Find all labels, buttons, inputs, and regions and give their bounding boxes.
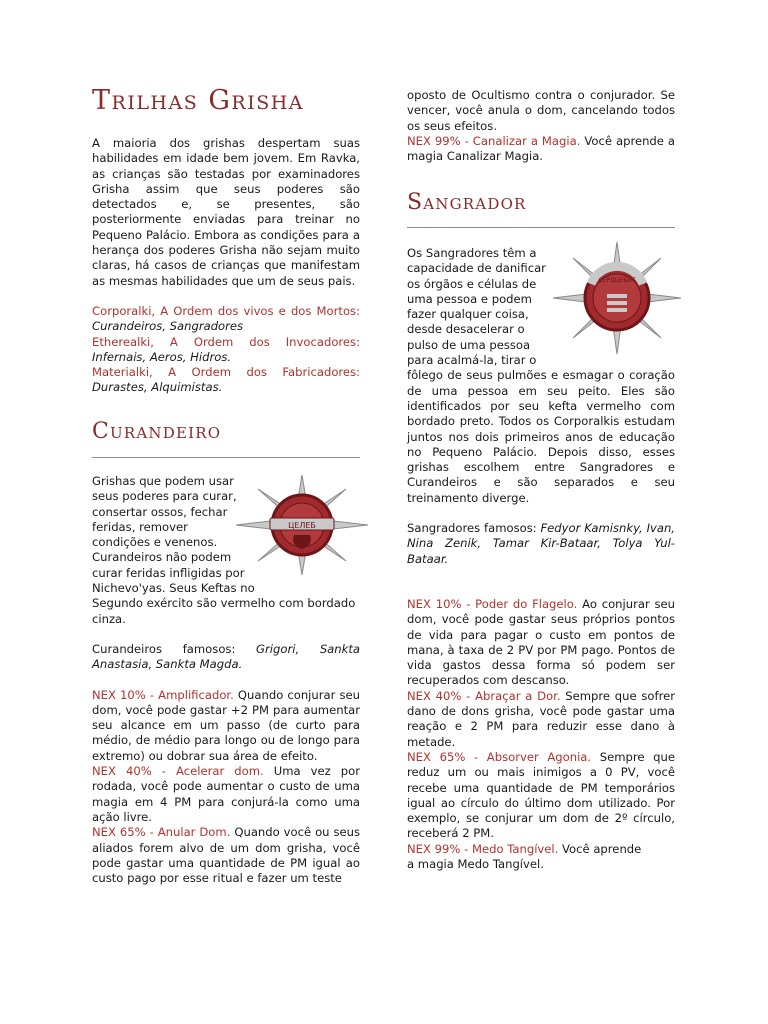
famous-names: Grigori, Sankta Anastasia, Sankta Magda. <box>92 641 361 672</box>
order-name: Etherealki, A Ordem dos Invocadores: <box>92 334 360 349</box>
description-line: consertar ossos, fechar <box>92 504 228 519</box>
ability-item <box>407 689 675 750</box>
description-line: Nichevo'yas. Seus Keftas no <box>92 581 255 596</box>
sangrador-title: Sangrador <box>407 190 527 215</box>
description-line: fazer qualquer coisa, <box>407 307 529 322</box>
page-title: Trilhas Grisha <box>92 85 305 116</box>
description-line: Os Sangradores têm a <box>407 246 537 260</box>
ability-text: Quando conjurar seu dom, você pode gastar +2 PM para aumentar seu alcance em um passo (de curto para médio, de médio para longo ou de longo para extremo) ou dobrar sua área de efeito. <box>92 687 361 763</box>
ability-item <box>407 750 675 842</box>
order-members: Durastes, Alquimistas. <box>92 380 223 395</box>
description-line: condições e venenos. <box>92 535 218 550</box>
sangrador-divider <box>407 227 675 228</box>
ability-label: NEX 10% - Amplificador. <box>92 687 234 702</box>
ability-text-continued: a magia Medo Tangível. <box>407 856 544 871</box>
ability-text: Sempre que reduz um ou mais inimigos a 0 PV, você recebe uma quantidade de PM temporários igual ao círculo do último dom utilizado. Por exemplo, se conjurar um dom de 2º círculo, receberá 2 PM. <box>407 749 676 841</box>
description-line: uma pessoa e podem <box>407 291 532 306</box>
famous-names: Fedyor Kamisnky, Ivan, Nina Zenik, Tamar Kir-Bataar, Tolya Yul-Bataar. <box>407 521 675 566</box>
ability-item <box>407 134 675 165</box>
famous-label: Sangradores famosos: <box>407 521 537 536</box>
ability-item <box>407 597 675 689</box>
order-name: Corporalki, A Ordem dos vivos e dos Mortos: <box>92 303 360 318</box>
ability-text: Você aprende <box>562 841 642 856</box>
description-line: desde desacelerar o <box>407 322 525 337</box>
order-item <box>92 304 360 335</box>
ability-text: Uma vez por rodada, você pode aumentar o custo de uma magia em 4 PM para conjurá-la como uma ação livre. <box>92 764 361 824</box>
description-line: curar feridas infligidas por <box>92 565 245 580</box>
ability-item <box>407 842 675 857</box>
order-item <box>92 335 360 366</box>
description-line: pulso de uma pessoa <box>407 337 531 352</box>
left-column <box>92 136 360 396</box>
order-members: Infernais, Aeros, Hidros. <box>92 349 232 364</box>
ability-text: Ao conjurar seu dom, você pode gastar seus próprios pontos de vida para pagar o custo em pontos de mana, à taxa de 2 PV por PM pago. Pontos de vida gastos dessa forma só podem ser recuperados com descanso. <box>407 596 676 688</box>
curandeiro-divider <box>92 457 360 458</box>
famous-label: Curandeiros famosos: <box>92 641 236 656</box>
order-name: Materialki, A Ordem dos Fabricadores: <box>92 365 360 380</box>
ability-label: NEX 65% - Anular Dom. <box>92 825 231 840</box>
description-line: capacidade de danificar <box>407 261 546 276</box>
ability-text: Quando você ou seus aliados forem alvo de um dom grisha, você pode gastar uma quantidade de PM igual ao custo pago por esse ritual e fazer um teste <box>92 825 361 886</box>
orders-list <box>92 304 360 396</box>
ability-item <box>92 825 360 886</box>
description-line: Curandeiros não podem <box>92 550 232 565</box>
ability-label: NEX 40% - Abraçar a Dor. <box>407 688 561 703</box>
sangrador-emblem-icon <box>552 240 682 358</box>
description-line: feridas, remover <box>92 519 188 534</box>
description-line: para acalmá-la, tirar o <box>407 353 537 368</box>
curandeiro-famous <box>92 642 360 673</box>
emblem-text: ЦЕЛЕБ <box>288 521 316 530</box>
order-members: Curandeiros, Sangradores <box>92 319 244 334</box>
sangrador-description-rest: fôlego de seus pulmões e esmagar o coração de uma pessoa em seu peito. Eles são identificados por seu kefta vermelho com bordado preto. Todos os Corporalkis estudam juntos nos dois primeiros anos de educação no Pequeno Palácio. Depois disso, esses grishas escolhem entre Sangradores e Curandeiros e são separados e seu treinamento diverge. <box>407 368 675 505</box>
ability-label: NEX 40% - Acelerar dom. <box>92 764 264 779</box>
description-line: Grishas que podem usar <box>92 474 234 488</box>
intro-paragraph: A maioria dos grishas despertam suas habilidades em idade bem jovem. Em Ravka, as crianças são testadas por examinadores Grisha assim que seus poderes são detectados e, se presentes, são posteriormente enviadas para treinar no Pequeno Palácio. Embora as condições para a herança dos poderes Grisha não sejam muito claras, há casos de crianças que manifestam as mesmas habilidades que um de seus pais. <box>92 136 360 288</box>
ability-label: NEX 65% - Absorver Agonia. <box>407 749 592 764</box>
right-column-continuation <box>407 88 675 164</box>
description-line: seus poderes para curar, <box>92 489 237 504</box>
description-line: os órgãos e células de <box>407 276 537 291</box>
emblem-text: СЕРДЦЕБИТ <box>598 277 636 284</box>
ability-item <box>92 764 360 825</box>
curandeiro-description-rest: Segundo exército são vermelho com bordado cinza. <box>92 596 356 626</box>
curandeiro-emblem-icon <box>236 470 368 580</box>
ability-text: Você aprende a magia Canalizar Magia. <box>407 133 676 164</box>
ability-item <box>92 688 360 764</box>
order-item <box>92 365 360 396</box>
sangrador-famous <box>407 521 675 567</box>
ability-label: NEX 99% - Medo Tangível. <box>407 841 559 856</box>
curandeiro-title: Curandeiro <box>92 419 222 444</box>
ability-label: NEX 99% - Canalizar a Magia. <box>407 133 581 148</box>
ability-text: Sempre que sofrer dano de dons grisha, você pode gastar uma reação e 2 PM para reduzir esse dano à metade. <box>407 688 675 749</box>
ability-label: NEX 10% - Poder do Flagelo. <box>407 596 578 611</box>
continuation-text: oposto de Ocultismo contra o conjurador. Se vencer, você anula o dom, cancelando todos os seus efeitos. <box>407 88 675 133</box>
